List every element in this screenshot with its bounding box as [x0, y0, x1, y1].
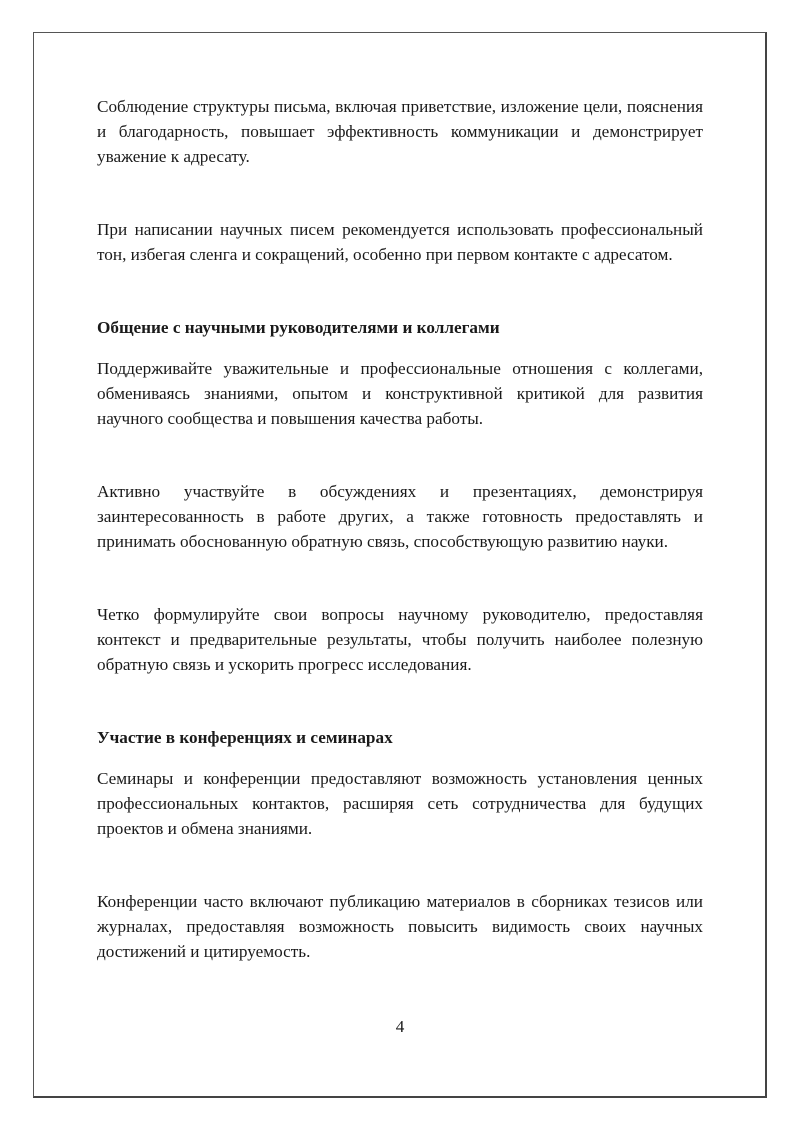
- paragraph-seminars-contacts: Семинары и конференции предоставляют возможность установления ценных профессиональных контактов, расширяя сеть сотрудничества для будущих проектов и обмена знаниями.: [97, 769, 703, 838]
- heading-conferences-and-seminars: Участие в конференциях и семинарах: [97, 728, 393, 747]
- paragraph-conference-publications: Конференции часто включают публикацию материалов в сборниках тезисов или журналах, предоставляя возможность повысить видимость своих научных достижений и цитируемость.: [97, 892, 703, 961]
- paragraph-letter-structure: Соблюдение структуры письма, включая приветствие, изложение цели, пояснения и благодарность, повышает эффективность коммуникации и демонстрирует уважение к адресату.: [97, 97, 703, 166]
- page-content: [97, 94, 703, 964]
- paragraph-respectful-relations: Поддерживайте уважительные и профессиональные отношения с коллегами, обмениваясь знаниями, опытом и конструктивной критикой для развития научного сообщества и повышения качества работы.: [97, 359, 703, 428]
- paragraph-clear-questions: Четко формулируйте свои вопросы научному руководителю, предоставляя контекст и предварительные результаты, чтобы получить наиболее полезную обратную связь и ускорить прогресс исследования.: [97, 605, 703, 674]
- paragraph-professional-tone: При написании научных писем рекомендуется использовать профессиональный тон, избегая сленга и сокращений, особенно при первом контакте с адресатом.: [97, 220, 703, 264]
- page-number: 4: [395, 1017, 405, 1036]
- heading-communication-with-supervisors: Общение с научными руководителями и коллегами: [97, 318, 500, 337]
- paragraph-active-participation: Активно участвуйте в обсуждениях и презентациях, демонстрируя заинтересованность в работе других, а также готовность предоставлять и принимать обоснованную обратную связь, способствующую развитию науки.: [97, 482, 703, 551]
